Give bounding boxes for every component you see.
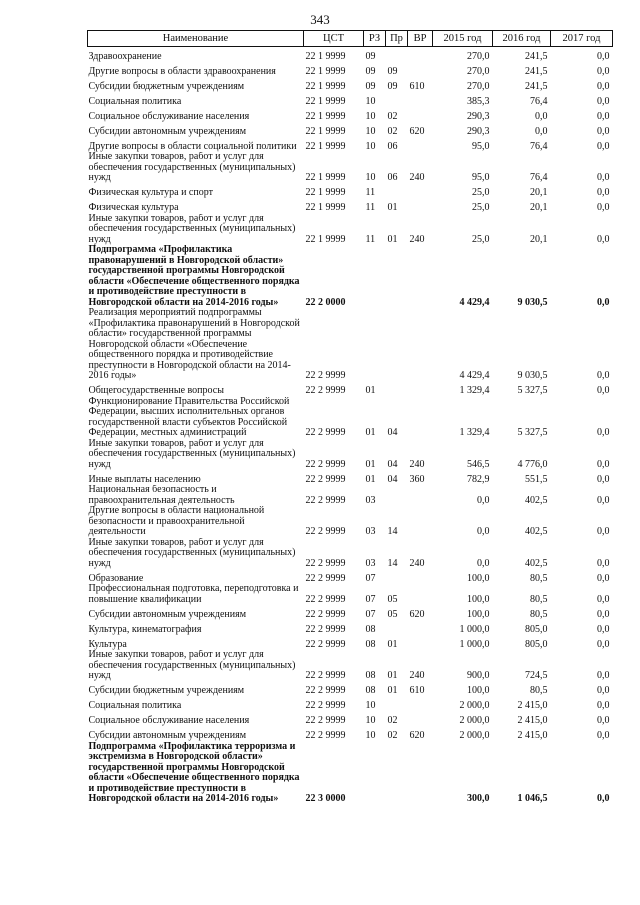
cell-vr [408, 308, 433, 382]
table-row [88, 727, 613, 742]
cell-pr [386, 382, 408, 397]
cell-2015: 0,0 [477, 557, 490, 569]
cell-cst: 22 1 9999 [305, 187, 346, 198]
page-number: 343 [310, 12, 330, 27]
cell-2015: 4 429,4 [459, 296, 490, 308]
cell-name: Субсидии автономным учреждениям [88, 730, 247, 741]
cell-cst: 22 1 9999 [305, 95, 346, 107]
cell-2015: 270,0 [467, 80, 490, 92]
cell-vr [408, 397, 433, 439]
cell-rz: 10 [365, 125, 376, 137]
cell-name: Иные закупки товаров, работ и услуг для обеспечения государственных (муниципальных) нужд [88, 152, 296, 183]
cell-vr [408, 92, 433, 107]
cell-vr [408, 697, 433, 712]
cell-name: Иные закупки товаров, работ и услуг для обеспечения государственных (муниципальных) нужд [88, 650, 296, 681]
cell-2016: 80,5 [530, 685, 548, 696]
header-2016: 2016 год [493, 31, 551, 47]
table-row [88, 77, 613, 92]
cell-name: Образование [88, 572, 144, 584]
cell-pr [386, 569, 408, 584]
cell-2015: 1 329,4 [459, 427, 490, 438]
table-row [88, 107, 613, 122]
cell-cst: 22 2 9999 [305, 473, 346, 485]
cell-pr [386, 308, 408, 382]
cell-2017: 0,0 [597, 187, 610, 198]
cell-2015: 270,0 [467, 50, 490, 62]
cell-2016: 5 327,5 [517, 385, 548, 396]
cell-rz: 08 [365, 670, 376, 681]
header-rz: РЗ [364, 31, 386, 47]
cell-rz: 07 [365, 608, 376, 620]
cell-vr [408, 107, 433, 122]
cell-2015: 900,0 [467, 670, 490, 681]
cell-2017: 0,0 [597, 572, 610, 584]
cell-2017: 0,0 [597, 80, 610, 92]
cell-name: Субсидии автономным учреждениям [88, 608, 247, 620]
cell-cst: 22 1 9999 [305, 50, 346, 62]
table-row [88, 620, 613, 635]
cell-2016: 20,1 [530, 202, 548, 213]
cell-pr: 05 [387, 593, 398, 605]
cell-vr: 610 [409, 80, 425, 92]
cell-cst: 22 2 9999 [305, 370, 346, 381]
cell-cst: 22 1 9999 [305, 65, 346, 77]
cell-2015: 100,0 [467, 608, 490, 620]
cell-2017: 0,0 [597, 593, 610, 605]
cell-name: Физическая культура [88, 202, 179, 213]
cell-2017: 0,0 [597, 670, 610, 681]
cell-2017: 0,0 [597, 95, 610, 107]
cell-rz [364, 245, 386, 308]
cell-cst: 22 2 9999 [305, 494, 346, 506]
cell-rz: 03 [365, 526, 376, 537]
cell-2016: 20,1 [530, 233, 548, 245]
cell-2017: 0,0 [597, 730, 610, 741]
cell-name: Иные выплаты населению [88, 473, 201, 485]
cell-2015: 25,0 [472, 187, 490, 198]
cell-2015: 290,3 [467, 125, 490, 137]
table-row [88, 697, 613, 712]
cell-name: Общегосударственные вопросы [88, 385, 224, 396]
cell-2015: 0,0 [477, 494, 490, 506]
table-row [88, 712, 613, 727]
cell-name: Субсидии бюджетным учреждениям [88, 685, 245, 696]
cell-pr: 01 [387, 202, 398, 213]
cell-cst: 22 2 0000 [305, 296, 346, 308]
cell-cst: 22 1 9999 [305, 80, 346, 92]
cell-2016: 80,5 [530, 572, 548, 584]
cell-2015: 95,0 [472, 172, 490, 183]
cell-pr: 04 [387, 458, 398, 470]
table-row [88, 439, 613, 471]
cell-vr [408, 506, 433, 538]
cell-2017: 0,0 [597, 172, 610, 183]
cell-2015: 782,9 [467, 473, 490, 485]
cell-vr: 240 [409, 557, 425, 569]
cell-pr: 09 [387, 65, 398, 77]
cell-name: Культура [88, 638, 127, 650]
cell-2016: 2 415,0 [517, 715, 548, 726]
cell-cst: 22 1 9999 [305, 140, 346, 152]
header-name: Наименование [88, 31, 304, 47]
table-row [88, 308, 613, 382]
cell-2015: 0,0 [477, 526, 490, 537]
table-row [88, 214, 613, 246]
cell-rz: 09 [365, 80, 376, 92]
cell-2016: 0,0 [535, 110, 548, 122]
cell-cst: 22 1 9999 [305, 125, 346, 137]
cell-name: Социальная политика [88, 700, 182, 711]
header-vr: ВР [408, 31, 433, 47]
cell-vr [408, 137, 433, 152]
table-row [88, 682, 613, 697]
cell-rz: 07 [365, 593, 376, 605]
cell-2017: 0,0 [597, 494, 610, 506]
cell-pr: 04 [387, 427, 398, 438]
cell-2015: 4 429,4 [459, 370, 490, 381]
table-row [88, 650, 613, 682]
cell-2017: 0,0 [597, 685, 610, 696]
cell-vr [408, 712, 433, 727]
cell-2017: 0,0 [597, 427, 610, 438]
cell-2016: 402,5 [525, 557, 548, 569]
cell-2015: 270,0 [467, 65, 490, 77]
cell-rz: 10 [365, 730, 376, 741]
table-row [88, 152, 613, 184]
cell-name: Подпрограмма «Профилактика правонарушений в Новгородской области» государственной программы Новгородской области «Обеспечение общественного порядка и противодействие преступности в Новгородской области на 2014-2016 годы» [88, 245, 300, 308]
cell-pr: 09 [387, 80, 398, 92]
cell-pr: 01 [387, 233, 398, 245]
cell-2015: 100,0 [467, 685, 490, 696]
cell-cst: 22 2 9999 [305, 700, 346, 711]
table-row [88, 122, 613, 137]
cell-pr: 05 [387, 608, 398, 620]
cell-vr [408, 569, 433, 584]
cell-pr: 02 [387, 110, 398, 122]
cell-vr: 620 [409, 730, 425, 741]
table-row [88, 382, 613, 397]
cell-vr [408, 742, 433, 805]
cell-cst: 22 1 9999 [305, 172, 346, 183]
cell-2017: 0,0 [597, 557, 610, 569]
table-row [88, 199, 613, 214]
cell-cst: 22 2 9999 [305, 730, 346, 741]
cell-2016: 402,5 [525, 494, 548, 506]
cell-2016: 551,5 [525, 473, 548, 485]
cell-2016: 805,0 [525, 623, 548, 635]
cell-2017: 0,0 [597, 608, 610, 620]
table-row [88, 742, 613, 805]
cell-2017: 0,0 [597, 385, 610, 396]
budget-table [87, 30, 613, 805]
cell-pr [386, 485, 408, 506]
cell-vr [408, 245, 433, 308]
cell-pr [386, 47, 408, 63]
cell-rz: 10 [365, 715, 376, 726]
cell-pr: 14 [387, 526, 398, 537]
cell-cst: 22 2 9999 [305, 572, 346, 584]
cell-2015: 100,0 [467, 593, 490, 605]
cell-name: Здравоохранение [88, 50, 162, 62]
cell-pr [386, 245, 408, 308]
cell-pr [386, 184, 408, 199]
cell-vr [408, 184, 433, 199]
cell-vr: 610 [409, 685, 425, 696]
cell-rz: 03 [365, 557, 376, 569]
cell-name: Функционирование Правительства Российской Федерации, высших исполнительных органов государственной власти субъектов Российской Федерации, местных администраций [88, 396, 290, 438]
cell-rz: 10 [365, 110, 376, 122]
table-row [88, 538, 613, 570]
table-row [88, 184, 613, 199]
cell-cst: 22 2 9999 [305, 458, 346, 470]
header-pr: Пр [386, 31, 408, 47]
cell-2017: 0,0 [597, 125, 610, 137]
cell-cst: 22 2 9999 [305, 427, 346, 438]
cell-pr: 01 [387, 685, 398, 696]
table-header [88, 31, 613, 47]
header-row [88, 31, 613, 47]
cell-2017: 0,0 [597, 296, 610, 308]
table-row [88, 605, 613, 620]
table-row [88, 245, 613, 308]
cell-rz: 10 [365, 140, 376, 152]
cell-pr: 02 [387, 715, 398, 726]
table-body [88, 47, 613, 805]
cell-rz [364, 308, 386, 382]
cell-rz: 10 [365, 172, 376, 183]
cell-2015: 25,0 [472, 233, 490, 245]
cell-rz: 01 [365, 427, 376, 438]
cell-vr [408, 620, 433, 635]
cell-2017: 0,0 [597, 623, 610, 635]
cell-name: Социальное обслуживание населения [88, 715, 250, 726]
cell-2015: 2 000,0 [459, 730, 490, 741]
cell-2016: 241,5 [525, 65, 548, 77]
table-row [88, 397, 613, 439]
cell-pr [386, 697, 408, 712]
cell-pr: 01 [387, 670, 398, 681]
cell-2016: 0,0 [535, 125, 548, 137]
cell-2016: 76,4 [530, 95, 548, 107]
cell-2015: 95,0 [472, 140, 490, 152]
cell-2016: 1 046,5 [517, 793, 548, 804]
cell-pr: 02 [387, 730, 398, 741]
cell-vr: 240 [409, 670, 425, 681]
cell-2015: 25,0 [472, 202, 490, 213]
cell-rz: 08 [365, 685, 376, 696]
cell-vr: 620 [409, 125, 425, 137]
cell-2016: 805,0 [525, 638, 548, 650]
cell-cst: 22 3 0000 [305, 793, 346, 804]
cell-cst: 22 1 9999 [305, 202, 346, 213]
cell-pr: 06 [387, 140, 398, 152]
cell-2016: 5 327,5 [517, 427, 548, 438]
table-row [88, 62, 613, 77]
cell-2017: 0,0 [597, 793, 610, 804]
cell-2016: 4 776,0 [517, 458, 548, 470]
cell-2015: 546,5 [467, 458, 490, 470]
cell-vr [408, 382, 433, 397]
cell-rz: 11 [365, 233, 376, 245]
cell-rz: 07 [365, 572, 376, 584]
cell-name: Иные закупки товаров, работ и услуг для обеспечения государственных (муниципальных) нужд [88, 537, 296, 569]
cell-pr: 01 [387, 638, 398, 650]
cell-vr: 620 [409, 608, 425, 620]
cell-rz: 10 [365, 95, 376, 107]
cell-vr [408, 584, 433, 605]
cell-name: Реализация мероприятий подпрограммы «Профилактика правонарушений в Новгородской области» государственной программы Новгородской области «Обеспечение общественного порядка и противодействие преступности в Новгородской области на 2014-2016 годы» [88, 308, 300, 381]
cell-name: Социальная политика [88, 95, 182, 107]
cell-pr [386, 620, 408, 635]
cell-2015: 1 329,4 [459, 385, 490, 396]
cell-pr [386, 92, 408, 107]
cell-name: Другие вопросы в области национальной безопасности и правоохранительной деятельности [88, 506, 265, 537]
cell-2016: 9 030,5 [517, 370, 548, 381]
cell-2017: 0,0 [597, 715, 610, 726]
cell-rz: 11 [365, 187, 376, 198]
cell-vr [408, 62, 433, 77]
cell-2016: 2 415,0 [517, 700, 548, 711]
cell-cst: 22 2 9999 [305, 685, 346, 696]
cell-2017: 0,0 [597, 473, 610, 485]
table-row [88, 470, 613, 485]
cell-2017: 0,0 [597, 700, 610, 711]
cell-name: Национальная безопасность и правоохранительная деятельность [88, 485, 235, 506]
cell-2015: 100,0 [467, 572, 490, 584]
cell-vr [408, 47, 433, 63]
cell-name: Подпрограмма «Профилактика терроризма и экстремизма в Новгородской области» государственной программы Новгородской области «Обеспечение общественного порядка и противодействие преступности в Новгородской области на 2014-2016 годы» [88, 741, 300, 804]
cell-name: Другие вопросы в области социальной политики [88, 140, 297, 152]
cell-2016: 80,5 [530, 608, 548, 620]
cell-name: Субсидии автономным учреждениям [88, 125, 247, 137]
cell-cst: 22 2 9999 [305, 670, 346, 681]
cell-2016: 2 415,0 [517, 730, 548, 741]
cell-name: Профессиональная подготовка, переподготовка и повышение квалификации [88, 584, 299, 605]
cell-2017: 0,0 [597, 370, 610, 381]
table-row [88, 506, 613, 538]
header-cst: ЦСТ [304, 31, 364, 47]
cell-2017: 0,0 [597, 65, 610, 77]
cell-vr: 240 [409, 172, 425, 183]
cell-2016: 724,5 [525, 670, 548, 681]
cell-cst: 22 2 9999 [305, 623, 346, 635]
cell-name: Физическая культура и спорт [88, 187, 213, 198]
cell-cst: 22 2 9999 [305, 608, 346, 620]
cell-2017: 0,0 [597, 458, 610, 470]
cell-pr: 06 [387, 172, 398, 183]
cell-cst: 22 2 9999 [305, 526, 346, 537]
cell-rz: 01 [365, 385, 376, 396]
cell-rz: 01 [365, 473, 376, 485]
cell-2015: 385,3 [467, 95, 490, 107]
cell-2016: 76,4 [530, 140, 548, 152]
cell-cst: 22 1 9999 [305, 110, 346, 122]
cell-name: Культура, кинематография [88, 623, 202, 635]
cell-2017: 0,0 [597, 638, 610, 650]
cell-rz: 03 [365, 494, 376, 506]
cell-2016: 241,5 [525, 50, 548, 62]
cell-2017: 0,0 [597, 526, 610, 537]
table-row [88, 137, 613, 152]
cell-2015: 2 000,0 [459, 715, 490, 726]
cell-vr [408, 635, 433, 650]
cell-name: Другие вопросы в области здравоохранения [88, 65, 276, 77]
cell-pr: 02 [387, 125, 398, 137]
cell-pr: 14 [387, 557, 398, 569]
cell-name: Субсидии бюджетным учреждениям [88, 80, 245, 92]
cell-name: Иные закупки товаров, работ и услуг для обеспечения государственных (муниципальных) нужд [88, 213, 296, 245]
cell-vr [408, 199, 433, 214]
cell-2016: 80,5 [530, 593, 548, 605]
cell-2015: 300,0 [467, 793, 490, 804]
cell-cst: 22 2 9999 [305, 638, 346, 650]
cell-2016: 76,4 [530, 172, 548, 183]
cell-vr: 360 [409, 473, 425, 485]
cell-rz [364, 742, 386, 805]
cell-2016: 20,1 [530, 187, 548, 198]
cell-pr [386, 742, 408, 805]
cell-2016: 9 030,5 [517, 296, 548, 308]
cell-2015: 1 000,0 [459, 638, 490, 650]
cell-vr [408, 485, 433, 506]
cell-rz: 08 [365, 623, 376, 635]
table-row [88, 485, 613, 506]
table-row [88, 47, 613, 63]
cell-vr: 240 [409, 233, 425, 245]
cell-2017: 0,0 [597, 140, 610, 152]
cell-rz: 09 [365, 65, 376, 77]
cell-2015: 290,3 [467, 110, 490, 122]
cell-2016: 241,5 [525, 80, 548, 92]
cell-2015: 2 000,0 [459, 700, 490, 711]
cell-2017: 0,0 [597, 233, 610, 245]
table-row [88, 569, 613, 584]
cell-2017: 0,0 [597, 50, 610, 62]
cell-rz: 08 [365, 638, 376, 650]
table-row [88, 92, 613, 107]
cell-cst: 22 2 9999 [305, 715, 346, 726]
cell-rz: 09 [365, 50, 376, 62]
cell-name: Иные закупки товаров, работ и услуг для обеспечения государственных (муниципальных) нужд [88, 438, 296, 470]
cell-2017: 0,0 [597, 110, 610, 122]
cell-rz: 11 [365, 202, 376, 213]
cell-cst: 22 2 9999 [305, 593, 346, 605]
header-2017: 2017 год [551, 31, 613, 47]
table-row [88, 635, 613, 650]
cell-cst: 22 1 9999 [305, 233, 346, 245]
cell-vr: 240 [409, 458, 425, 470]
cell-2016: 402,5 [525, 526, 548, 537]
header-2015: 2015 год [433, 31, 493, 47]
cell-cst: 22 2 9999 [305, 385, 346, 396]
cell-2017: 0,0 [597, 202, 610, 213]
cell-pr: 04 [387, 473, 398, 485]
table-row [88, 584, 613, 605]
cell-name: Социальное обслуживание населения [88, 110, 250, 122]
cell-rz: 10 [365, 700, 376, 711]
cell-cst: 22 2 9999 [305, 557, 346, 569]
cell-rz: 01 [365, 458, 376, 470]
cell-2015: 1 000,0 [459, 623, 490, 635]
